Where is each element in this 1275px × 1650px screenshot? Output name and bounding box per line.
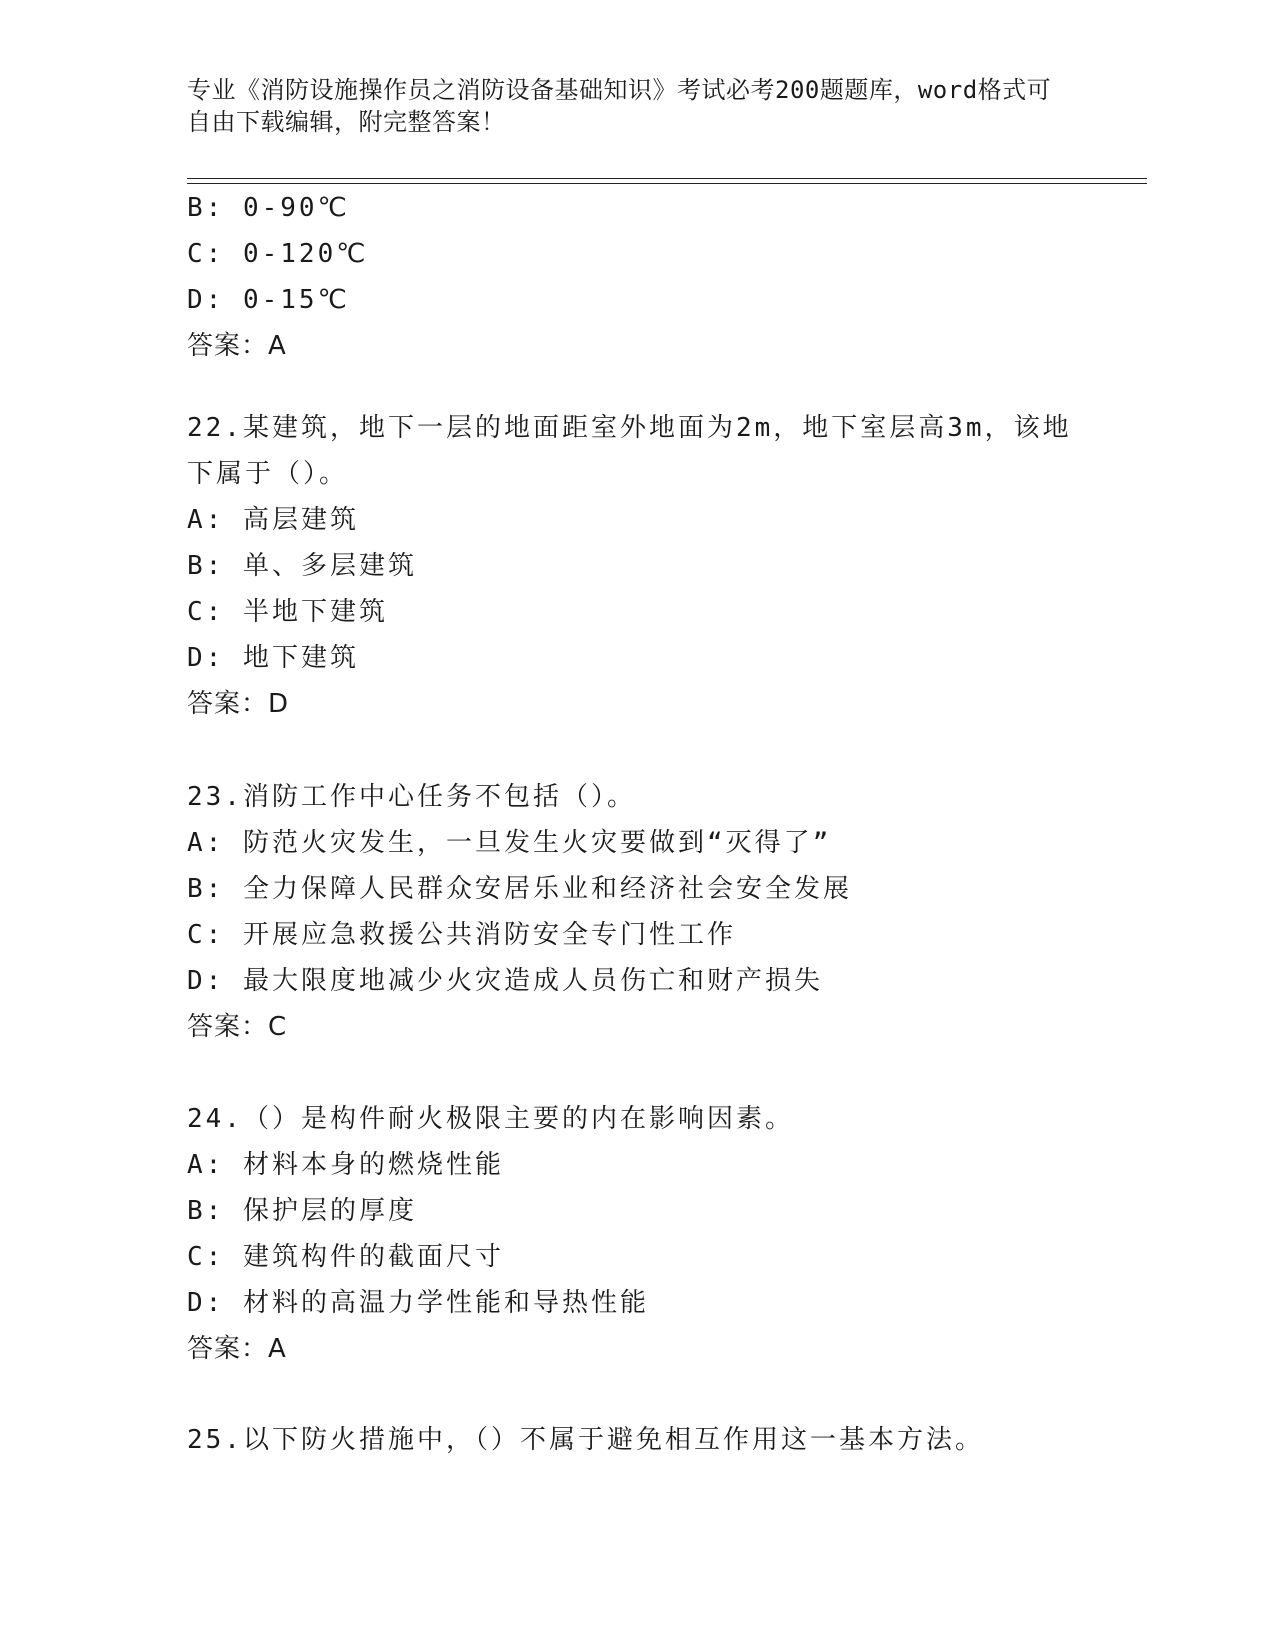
document-header — [187, 74, 1087, 138]
answer-line: 答案：A — [187, 1334, 287, 1364]
question-24 — [187, 1096, 1147, 1372]
option-a: A: 材料本身的燃烧性能 — [187, 1150, 504, 1180]
header-line-2: 自由下载编辑，附完整答案！ — [187, 108, 506, 136]
option-c: C: 开展应急救援公共消防安全专门性工作 — [187, 920, 736, 950]
option-b: B: 单、多层建筑 — [187, 551, 417, 581]
question-23 — [187, 774, 1147, 1050]
option-c: C: 建筑构件的截面尺寸 — [187, 1242, 504, 1272]
option-d: D: 0-15℃ — [187, 285, 350, 315]
question-21-tail — [187, 185, 1147, 369]
option-b: B: 0-90℃ — [187, 193, 350, 223]
question-25 — [187, 1417, 1147, 1463]
option-d: D: 地下建筑 — [187, 643, 359, 673]
option-b: B: 全力保障人民群众安居乐业和经济社会安全发展 — [187, 874, 852, 904]
question-22 — [187, 405, 1147, 727]
option-b: B: 保护层的厚度 — [187, 1196, 417, 1226]
question-stem: 25.以下防火措施中，（）不属于避免相互作用这一基本方法。 — [187, 1425, 984, 1455]
option-d: D: 材料的高温力学性能和导热性能 — [187, 1288, 649, 1318]
option-c: C: 半地下建筑 — [187, 597, 388, 627]
answer-line: 答案：D — [187, 689, 290, 719]
header-divider-bottom — [187, 183, 1147, 184]
header-divider-top — [187, 178, 1147, 179]
answer-line: 答案：C — [187, 1012, 288, 1042]
question-stem: 23.消防工作中心任务不包括（）。 — [187, 782, 636, 812]
question-stem-line-2: 下属于（）。 — [187, 459, 349, 489]
question-stem: 24.（）是构件耐火极限主要的内在影响因素。 — [187, 1104, 794, 1134]
option-a: A: 防范火灾发生，一旦发生火灾要做到“灭得了” — [187, 828, 832, 858]
header-line-1: 专业《消防设施操作员之消防设备基础知识》考试必考200题题库，word格式可 — [187, 76, 1052, 104]
option-d: D: 最大限度地减少火灾造成人员伤亡和财产损失 — [187, 966, 823, 996]
question-stem-line-1: 22.某建筑，地下一层的地面距室外地面为2m，地下室层高3m，该地 — [187, 413, 1072, 443]
option-a: A: 高层建筑 — [187, 505, 359, 535]
option-c: C: 0-120℃ — [187, 239, 369, 269]
answer-line: 答案：A — [187, 331, 287, 361]
